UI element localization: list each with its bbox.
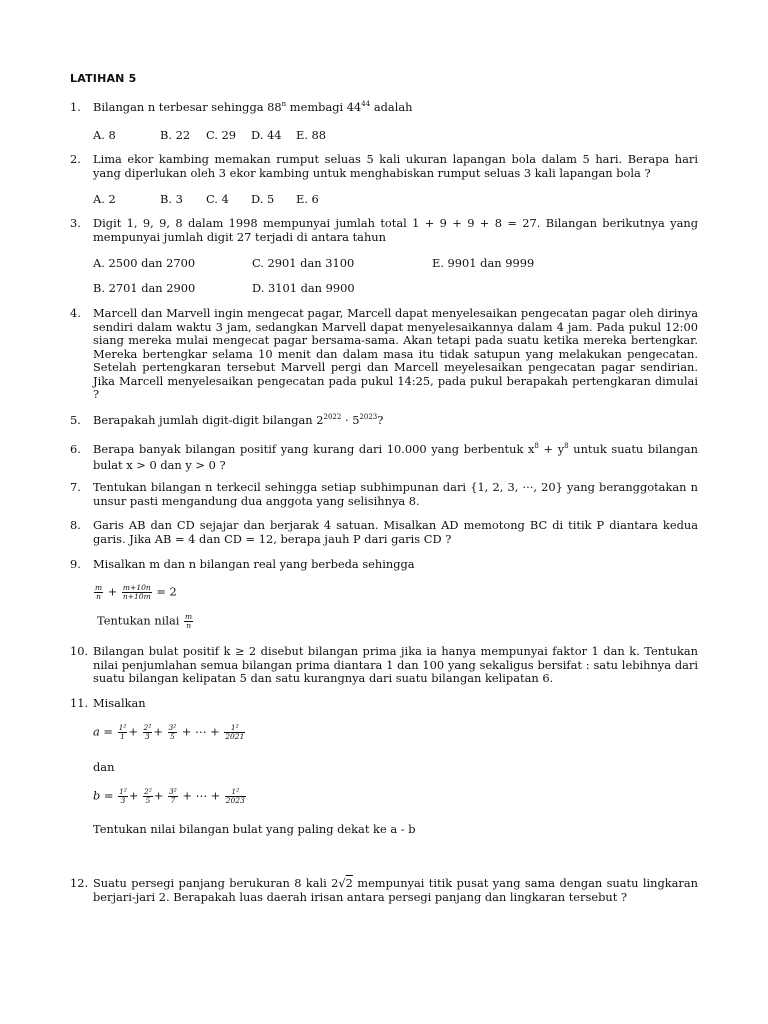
fraction: $\frac{m}{n}$ bbox=[95, 583, 103, 601]
question-number: 1. bbox=[70, 100, 81, 114]
question-text: Marcell dan Marvell ingin mengecat pagar, Marcell dapat menyelesaikan pengecatan pagar oleh dirinya sendiri dalam waktu 3 jam, sedangkan Marvell dapat menyelesaikannya dalam 4 jam. Pada pukul 12:00 siang mereka mulai mengecat pagar bersama-sama. Akan tetapi pada suatu ketika mereka bertengkar. Mereka bertengkar selama 10 menit dan dalam masa itu tidak satupun yang melakukan pengecatan. Setelah pertengkaran tersebut Marvell pergi dan Marcell meyelesaikan pengecatan pagar sendirian. Jika Marcell menyelesaikan pengecatan pada pukul 14:25, pada pukul berapakah pertengkaran dimulai ? bbox=[93, 306, 698, 401]
question-text: Bilangan n terbesar sehingga 88$^n$ membagi $44^{44}$ adalah bbox=[93, 100, 413, 114]
fraction: $\frac{\text{3²}}{5}$ bbox=[168, 723, 177, 741]
fraction: $\frac{\text{1²}}{2023}$ bbox=[225, 787, 245, 805]
question-text: Berapakah jumlah digit-digit bilangan $2^{2022} \cdot 5^{2023}$? bbox=[93, 413, 384, 427]
option-c: C. 2901 dan 3100 bbox=[252, 256, 355, 270]
option-e: E. 9901 dan 9999 bbox=[432, 256, 535, 270]
option-e: E. 6 bbox=[296, 192, 319, 206]
question-number: 6. bbox=[70, 442, 81, 456]
fraction: $\frac{\text{3²}}{7}$ bbox=[169, 787, 177, 805]
question-text: Digit 1, 9, 9, 8 dalam 1998 mempunyai jumlah total 1 + 9 + 9 + 8 = 27. Bilangan berikutnya yang mempunyai jumlah digit 27 terjadi di antara tahun bbox=[93, 216, 698, 244]
question-number: 3. bbox=[70, 216, 81, 230]
option-b: B. 3 bbox=[160, 192, 183, 206]
fraction: $\frac{\text{2²}}{5}$ bbox=[144, 787, 152, 805]
question-text: Suatu persegi panjang berukuran 8 kali 2√2 mempunyai titik pusat yang sama dengan suatu lingkaran berjari-jari 2. Berapakah luas daerah irisan antara persegi panjang dan lingkaran tersebut ? bbox=[93, 876, 698, 904]
fraction: $\frac{m+10n}{n+10m}$ bbox=[122, 583, 151, 601]
fraction: $\frac{m}{n}$ bbox=[185, 612, 193, 630]
question-text: Garis AB dan CD sejajar dan berjarak 4 satuan. Misalkan AD memotong BC di titik P diantara kedua garis. Jika AB = 4 dan CD = 12, berapa jauh P dari garis CD ? bbox=[93, 518, 698, 546]
question-number: 7. bbox=[70, 480, 81, 494]
option-b: B. 2701 dan 2900 bbox=[93, 281, 196, 295]
question-number: 8. bbox=[70, 518, 81, 532]
fraction: $\frac{\text{2²}}{3}$ bbox=[143, 723, 152, 741]
worksheet-title: LATIHAN 5 bbox=[70, 72, 137, 85]
option-b: B. 22 bbox=[160, 128, 191, 142]
question-text: Misalkan bbox=[93, 696, 146, 710]
question-text: Berapa banyak bilangan positif yang kurang dari 10.000 yang berbentuk $x^8 + y^8$ untuk suatu bilangan bulat x > 0 dan y > 0 ? bbox=[93, 442, 699, 472]
fraction: $\frac{\text{1²}}{2021}$ bbox=[225, 723, 245, 741]
option-a: A. 2 bbox=[93, 192, 116, 206]
option-d: D. 3101 dan 9900 bbox=[252, 281, 355, 295]
ask-q11: Tentukan nilai bilangan bulat yang paling dekat ke a - b bbox=[93, 822, 416, 836]
conjunction-dan: dan bbox=[93, 760, 115, 774]
question-text: Bilangan bulat positif k ≥ 2 disebut bilangan prima jika ia hanya mempunyai faktor 1 dan k. Tentukan nilai penjumlahan semua bilangan prima diantara 1 dan 100 yang sekaligus bersifat : satu lebihnya dari suatu bilangan kelipatan 5 dan satu kurangnya dari suatu bilangan kelipatan 6. bbox=[93, 644, 698, 685]
equation-b: b = $\frac{\text{1²}}{3}$ + $\frac{\text{2²}}{5}$ + $\frac{\text{3²}}{7}$ + ⋯ + $\frac{\text{1²}}{2023}$ bbox=[93, 787, 245, 805]
question-number: 9. bbox=[70, 557, 81, 571]
question-text: Tentukan bilangan n terkecil sehingga setiap subhimpunan dari {1, 2, 3, ···, 20} yang beranggotakan n unsur pasti mengandung dua anggota yang selisihnya 8. bbox=[93, 480, 698, 508]
option-d: D. 5 bbox=[251, 192, 275, 206]
option-d: D. 44 bbox=[251, 128, 282, 142]
equation-q9: $\frac{m}{n}$ + $\frac{m+10n}{n+10m}$ = 2 bbox=[95, 583, 177, 601]
option-a: A. 8 bbox=[93, 128, 116, 142]
question-number: 4. bbox=[70, 306, 81, 320]
question-number: 5. bbox=[70, 413, 81, 427]
option-e: E. 88 bbox=[296, 128, 327, 142]
option-c: C. 4 bbox=[206, 192, 229, 206]
option-c: C. 29 bbox=[206, 128, 237, 142]
question-text: Lima ekor kambing memakan rumput seluas 5 kali ukuran lapangan bola dalam 5 hari. Berapa hari yang diperlukan oleh 3 ekor kambing untuk menghabiskan rumput seluas 3 kali lapangan bola ? bbox=[93, 152, 698, 180]
option-a: A. 2500 dan 2700 bbox=[93, 256, 196, 270]
fraction: $\frac{\text{1²}}{1}$ bbox=[118, 723, 127, 741]
ask-q9: Tentukan nilai $\frac{m}{n}$ bbox=[97, 612, 193, 630]
question-number: 11. bbox=[70, 696, 89, 710]
question-text: Misalkan m dan n bilangan real yang berbeda sehingga bbox=[93, 557, 415, 571]
question-number: 2. bbox=[70, 152, 81, 166]
question-number: 10. bbox=[70, 644, 89, 658]
sqrt-symbol: √ bbox=[338, 876, 346, 890]
question-number: 12. bbox=[70, 876, 89, 890]
equation-a: a = $\frac{\text{1²}}{1}$ + $\frac{\text{2²}}{3}$ + $\frac{\text{3²}}{5}$ + ⋯ + $\frac{\text{1²}}{2021}$ bbox=[93, 723, 245, 741]
fraction: $\frac{\text{1²}}{3}$ bbox=[119, 787, 127, 805]
